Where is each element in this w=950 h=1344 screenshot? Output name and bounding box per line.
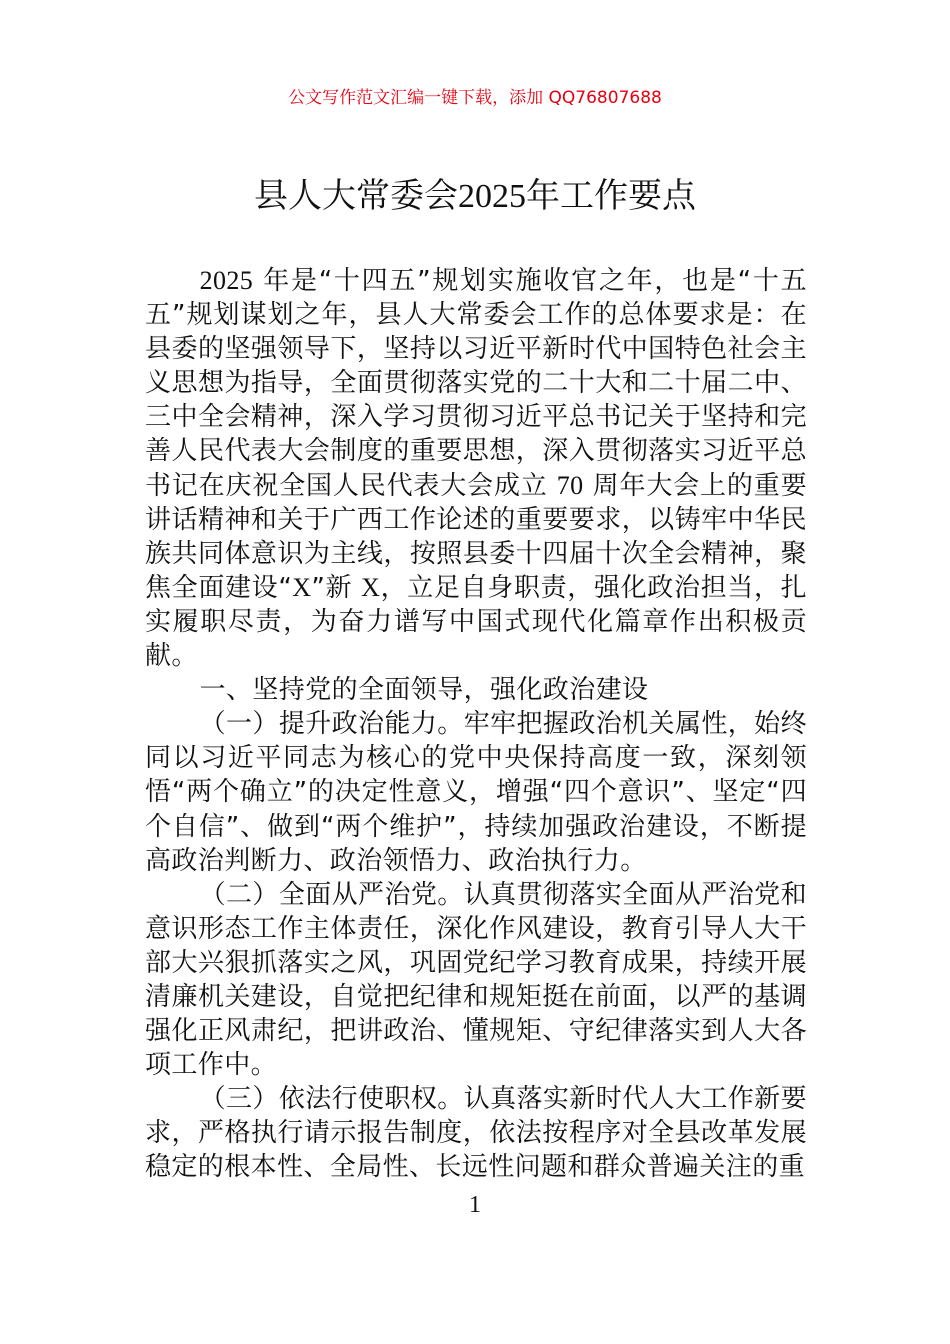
intro-paragraph [145, 264, 807, 673]
section-item-2 [145, 878, 807, 1083]
item-label: （二）全面从严治党。 [199, 879, 464, 910]
intro-text-3: ”新 [311, 572, 362, 603]
section-item-3 [145, 1082, 807, 1184]
watermark-banner: 公文写作范文汇编一键下载，添加 QQ76807688 [288, 88, 662, 108]
document-title [0, 172, 950, 221]
title-year: 2025 [458, 178, 526, 215]
intro-x-2: X [361, 572, 381, 602]
intro-text-2: 周年大会上的重要讲话精神和关于广西工作论述的重要要求，以铸牢中华民族共同体意识为主线，按照县委十四届十次全会精神，聚焦全面建设“ [145, 470, 807, 603]
title-suffix: 年工作要点 [526, 176, 696, 216]
intro-year: 2025 [199, 266, 254, 295]
intro-number-70: 70 [556, 470, 584, 500]
intro-text-4: ，立足自身职责，强化政治担当，扎实履职尽责，为奋力谱写中国式现代化篇章作出积极贡献。 [145, 572, 808, 672]
intro-text-1: 年是“十四五”规划实施收官之年，也是“十五五”规划谋划之年，县人大常委会工作的总体要求是：在县委的坚强领导下，坚持以习近平新时代中国特色社会主义思想为指导，全面贯彻落实党的二十大和二十届二中、三中全会精神，深入学习贯彻习近平总书记关于坚持和完善人民代表大会制度的重要思想，深入贯彻落实习近平总书记在庆祝全国人民代表大会成立 [145, 266, 807, 501]
section-heading-1: 一、坚持党的全面领导，强化政治建设 [199, 675, 649, 706]
section-item-1 [145, 707, 807, 877]
intro-x-1: X [292, 572, 312, 602]
page-number: 1 [469, 1192, 481, 1218]
item-text: 认真落实新时代人大工作新要求，严格执行请示报告制度，依法按程序对全县改革发展稳定的根本性、全局性、长远性问题和群众普遍关注的重 [145, 1084, 807, 1183]
item-text: 牢牢把握政治机关属性，始终同以习近平同志为核心的党中央保持高度一致，深刻领悟“两个确立”的决定性意义，增强“四个意识”、坚定“四个自信”、做到“两个维护”，持续加强政治建设，不断提高政治判断力、政治领悟力、政治执行力。 [145, 709, 807, 876]
document-body [145, 264, 807, 1185]
title-prefix: 县人大常委会 [254, 176, 458, 216]
item-label: （三）依法行使职权。 [199, 1084, 464, 1115]
item-label: （一）提升政治能力。 [199, 709, 464, 740]
item-text: 认真贯彻落实全面从严治党和意识形态工作主体责任，深化作风建设，教育引导人大干部大兴狠抓落实之风，巩固党纪学习教育成果，持续开展清廉机关建设，自觉把纪律和规矩挺在前面，以严的基调强化正风肃纪，把讲政治、懂规矩、守纪律落实到人大各项工作中。 [145, 879, 807, 1081]
